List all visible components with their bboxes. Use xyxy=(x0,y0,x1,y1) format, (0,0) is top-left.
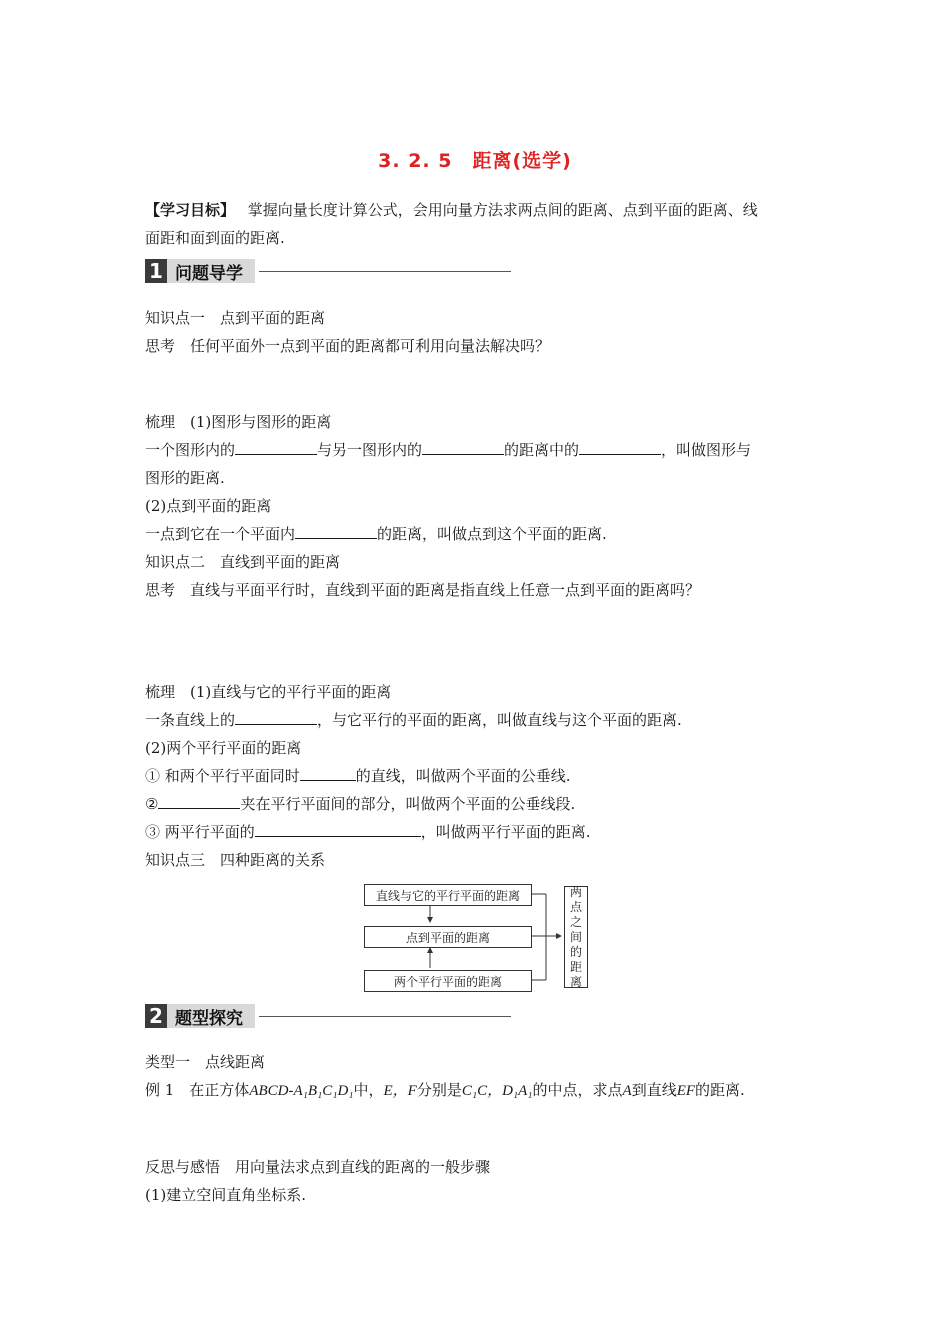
blank-field[interactable] xyxy=(579,440,661,455)
distance-relation-diagram xyxy=(360,882,590,992)
fill-line-2: 图形的距离. xyxy=(145,469,225,487)
objective-text-2: 面距和面到面的距离. xyxy=(145,229,285,247)
page-title: 3. 2. 5 距离(选学) xyxy=(378,150,572,172)
text: 的距离中的 xyxy=(504,441,580,459)
reflection-heading: 反思与感悟 用向量法求点到直线的距离的一般步骤 xyxy=(145,1158,491,1176)
char: 距 xyxy=(569,959,582,974)
math: E，F xyxy=(383,1083,417,1099)
knowledge-point-1-heading: 知识点一 点到平面的距离 xyxy=(145,309,326,327)
diagram-box-line-plane: 直线与它的平行平面的距离 xyxy=(364,884,532,906)
fill-line-1 xyxy=(145,440,751,460)
blank-field[interactable] xyxy=(235,710,317,725)
think-question-2: 思考 直线与平面平行时，直线到平面的距离是指直线上任意一点到平面的距离吗？ xyxy=(145,581,701,599)
blank-field[interactable] xyxy=(235,440,317,455)
sort-2b: (2)两个平行平面的距离 xyxy=(145,739,302,757)
math: EF xyxy=(676,1083,696,1099)
char: 间 xyxy=(569,929,582,944)
text: 与另一图形内的 xyxy=(317,441,423,459)
text: ，叫做图形与 xyxy=(661,441,752,459)
fill-line-6 xyxy=(145,794,575,814)
text: 一点到它在一个平面内 xyxy=(145,525,296,543)
text: 分别是 xyxy=(416,1081,462,1099)
section-number: 2 xyxy=(145,1004,167,1028)
diagram-box-two-points xyxy=(564,886,588,988)
objective-label: 【学习目标】 xyxy=(145,201,236,219)
type-1-heading: 类型一 点线距离 xyxy=(145,1053,266,1071)
text: ③ 两平行平面的 xyxy=(145,823,255,841)
math: C₁C，D₁A₁ xyxy=(461,1083,533,1099)
text: 的距离. xyxy=(695,1081,745,1099)
text: 的距离，叫做点到这个平面的距离. xyxy=(377,525,607,543)
text: 的直线，叫做两个平面的公垂线. xyxy=(355,767,571,785)
reflection-step-1: (1)建立空间直角坐标系. xyxy=(145,1186,307,1204)
section-title: 题型探究 xyxy=(167,1004,255,1028)
objective-line-1 xyxy=(145,200,758,220)
text: 中， xyxy=(353,1081,384,1099)
text: 例 1 在正方体 xyxy=(145,1081,250,1099)
blank-field[interactable] xyxy=(255,822,421,837)
char: 之 xyxy=(569,914,582,929)
text: ① 和两个平行平面同时 xyxy=(145,767,300,785)
char: 两 xyxy=(569,884,582,899)
text: ② xyxy=(145,795,159,813)
knowledge-point-3-heading: 知识点三 四种距离的关系 xyxy=(145,851,326,869)
text: 到直线 xyxy=(631,1081,677,1099)
math: A xyxy=(622,1083,632,1099)
char: 的 xyxy=(569,944,582,959)
knowledge-point-2-heading: 知识点二 直线到平面的距离 xyxy=(145,553,341,571)
section-divider xyxy=(259,1016,511,1017)
section-divider xyxy=(259,271,511,272)
section-header-2 xyxy=(145,1003,511,1029)
think-question-1: 思考 任何平面外一点到平面的距离都可利用向量法解决吗？ xyxy=(145,337,551,355)
text: ，叫做两平行平面的距离. xyxy=(420,823,591,841)
sort-1a: 梳理 (1)图形与图形的距离 xyxy=(145,413,332,431)
section-title: 问题导学 xyxy=(167,259,255,283)
diagram-box-parallel-planes: 两个平行平面的距离 xyxy=(364,970,532,992)
section-number: 1 xyxy=(145,259,167,283)
text: 一个图形内的 xyxy=(145,441,236,459)
fill-line-7 xyxy=(145,822,591,842)
char: 点 xyxy=(569,899,582,914)
blank-field[interactable] xyxy=(295,524,377,539)
blank-field[interactable] xyxy=(158,794,240,809)
math: ABCD-A₁B₁C₁D₁ xyxy=(249,1083,354,1099)
fill-line-3 xyxy=(145,524,607,544)
text: 的中点，求点 xyxy=(532,1081,623,1099)
fill-line-4 xyxy=(145,710,682,730)
text: 夹在平行平面间的部分，叫做两个平面的公垂线段. xyxy=(240,795,576,813)
sort-2a: 梳理 (1)直线与它的平行平面的距离 xyxy=(145,683,392,701)
char: 离 xyxy=(569,974,582,989)
blank-field[interactable] xyxy=(300,766,356,781)
diagram-box-point-plane: 点到平面的距离 xyxy=(364,926,532,948)
fill-line-5 xyxy=(145,766,571,786)
example-1 xyxy=(145,1080,745,1101)
objective-text-1: 掌握向量长度计算公式，会用向量方法求两点间的距离、点到平面的距离、线 xyxy=(247,201,758,219)
blank-field[interactable] xyxy=(422,440,504,455)
sort-1b: (2)点到平面的距离 xyxy=(145,497,272,515)
text: ，与它平行的平面的距离，叫做直线与这个平面的距离. xyxy=(317,711,682,729)
section-header-1 xyxy=(145,258,511,284)
text: 一条直线上的 xyxy=(145,711,236,729)
